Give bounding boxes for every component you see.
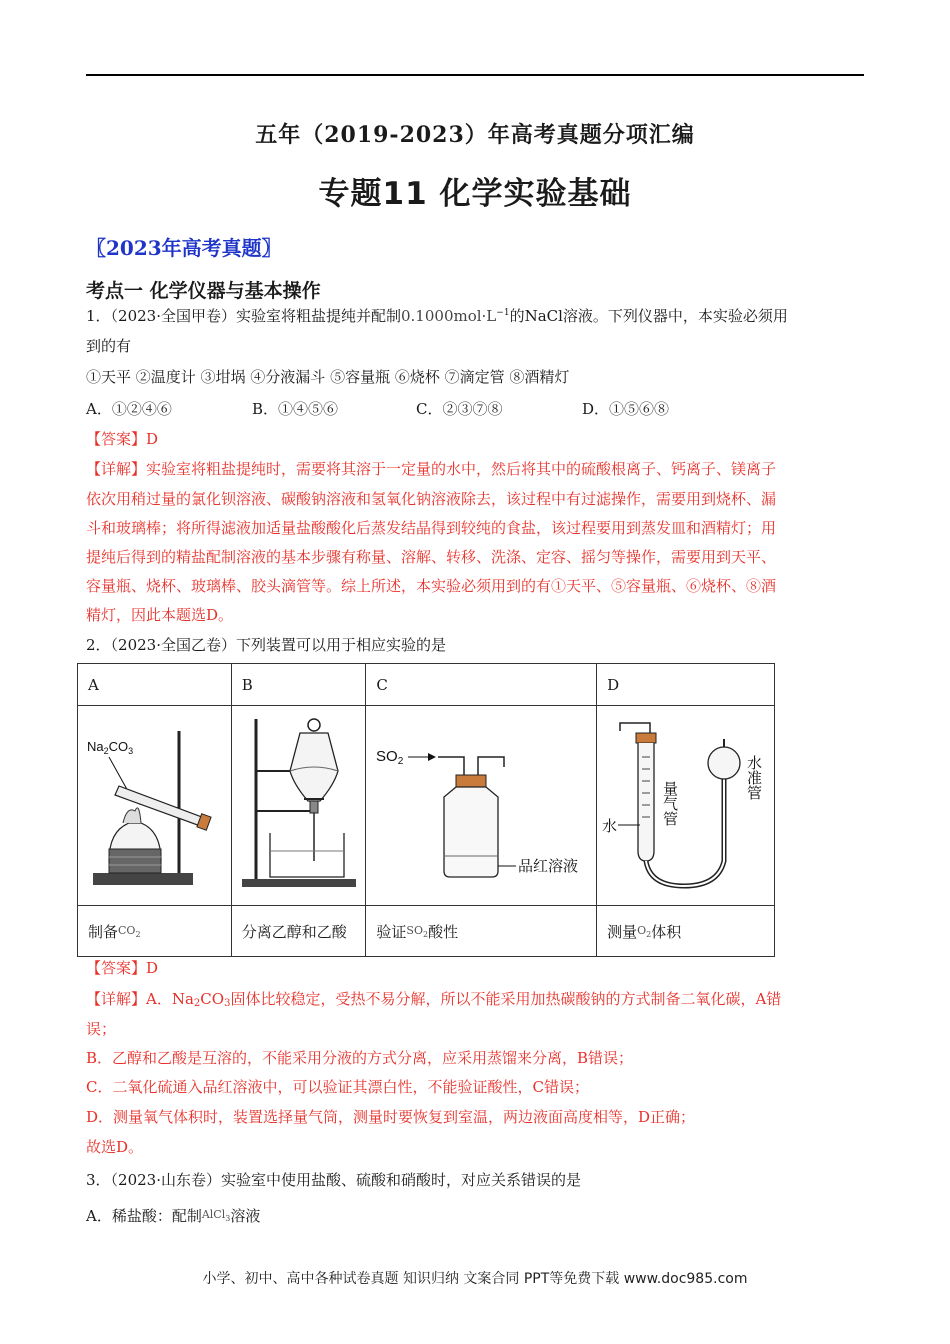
q2-explain-end: 故选D。	[86, 1138, 144, 1156]
q2-explain-c: C．二氧化硫通入品红溶液中，可以验证其漂白性，不能验证酸性，C错误；	[86, 1078, 589, 1096]
q2-header-c: C	[366, 664, 597, 706]
topic-heading: 考点一 化学仪器与基本操作	[86, 280, 321, 302]
gas-burette-diagram	[598, 711, 774, 901]
q1-option-d: D．①⑤⑥⑧	[582, 400, 670, 418]
heating-test-tube-diagram	[79, 711, 229, 901]
gas-wash-bottle-diagram	[368, 711, 594, 901]
q3-stem: 3．（2023·山东卷）实验室中使用盐酸、硫酸和硝酸时，对应关系错误的是	[86, 1171, 581, 1189]
q2-caption-b: 分离乙醇和乙酸	[231, 906, 366, 957]
q1-stem: 1．（2023·全国甲卷）实验室将粗盐提纯并配制$0.1000mol\cdot L^{-1}$的NaCl溶液。下列仪器中，本实验必须用	[86, 307, 788, 325]
q2-header-b: B	[231, 664, 366, 706]
q1-explain-6: 精灯，因此本题选D。	[86, 606, 234, 624]
q1-option-a: A．①②④⑥	[86, 400, 172, 418]
q2-caption-d: 测量$^O$2体积	[597, 906, 775, 957]
q2-header-d: D	[597, 664, 775, 706]
q1-concentration: 0.1000mol·L	[401, 307, 497, 325]
q2-explain-d: D．测量氧气体积时，装置选择量气筒，测量时要恢复到室温，两边液面高度相等，D正确；	[86, 1108, 696, 1126]
q2-stem: 2．（2023·全国乙卷）下列装置可以用于相应实验的是	[86, 636, 446, 654]
q1-instruments: ①天平 ②温度计 ③坩埚 ④分液漏斗 ⑤容量瓶 ⑥烧杯 ⑦滴定管 ⑧酒精灯	[86, 368, 570, 386]
q1-explain-5: 容量瓶、烧杯、玻璃棒、胶头滴管等。综上所述，本实验必须用到的有①天平、⑤容量瓶、⑥烧杯、⑧酒	[86, 577, 777, 595]
q2-header-a: A	[78, 664, 232, 706]
q2-explain-a-cont: 误；	[86, 1020, 117, 1038]
q1-option-b: B．①④⑤⑥	[252, 400, 339, 418]
svg-text:水准管: 水准管	[744, 754, 763, 800]
q2-apparatus-table	[77, 663, 775, 957]
q1-explain-1: 【详解】实验室将粗盐提纯时，需要将其溶于一定量的水中，然后将其中的硫酸根离子、钙离子、镁离子	[86, 460, 777, 478]
svg-text:SO2: $SO_2$	[376, 747, 404, 767]
svg-text:量气管: 量气管	[660, 780, 679, 826]
svg-text:Na2CO3: $Na_2CO_3$	[87, 738, 134, 756]
page-title: 专题11 化学实验基础	[318, 176, 632, 212]
q3-option-a: A．稀盐酸：配制$^{AlCl}$3溶液	[86, 1207, 261, 1225]
q2-explain-b: B．乙醇和乙酸是互溶的，不能采用分液的方式分离，应采用蒸馏来分离，B错误；	[86, 1049, 634, 1067]
q2-caption-c: 验证$^{SO}$2酸性	[366, 906, 597, 957]
svg-text:品红溶液: 品红溶液	[518, 856, 579, 875]
series-title: 五年（2019-2023）年高考真题分项汇编	[255, 122, 695, 148]
q1-answer: 【答案】D	[86, 430, 159, 448]
footer-ad: 小学、初中、高中各种试卷真题 知识归纳 文案合同 PPT等免费下载 www.doc985.com	[202, 1271, 748, 1287]
q2-figure-b	[231, 706, 366, 906]
q2-answer: 【答案】D	[86, 959, 159, 977]
q2-figure-d	[597, 706, 775, 906]
q1-stem-cont: 到的有	[86, 337, 132, 355]
q1-option-c: C．②③⑦⑧	[416, 400, 503, 418]
q2-explain-a: 【详解】A．$Na_2CO_3$固体比较稳定，受热不易分解，所以不能采用加热碳酸钠的方式制备二氧化碳，A错	[86, 990, 782, 1009]
q2-caption-a: 制备$^{CO}$2	[78, 906, 232, 957]
separatory-funnel-diagram	[234, 711, 364, 901]
header-rule	[86, 74, 864, 76]
q2-figure-c	[366, 706, 597, 906]
q2-figure-a	[78, 706, 232, 906]
q1-explain-4: 提纯后得到的精盐配制溶液的基本步骤有称量、溶解、转移、洗涤、定容、摇匀等操作，需要用到天平、	[86, 548, 777, 566]
svg-text:水: 水	[601, 816, 617, 835]
q1-explain-3: 斗和玻璃棒；将所得滤液加适量盐酸酸化后蒸发结晶得到较纯的食盐，该过程要用到蒸发皿和酒精灯；用	[86, 519, 777, 537]
q1-explain-2: 依次用稍过量的氯化钡溶液、碳酸钠溶液和氢氧化钠溶液除去，该过程中有过滤操作，需要用到烧杯、漏	[86, 490, 777, 508]
section-heading: 〖2023年高考真题〗	[86, 236, 282, 260]
